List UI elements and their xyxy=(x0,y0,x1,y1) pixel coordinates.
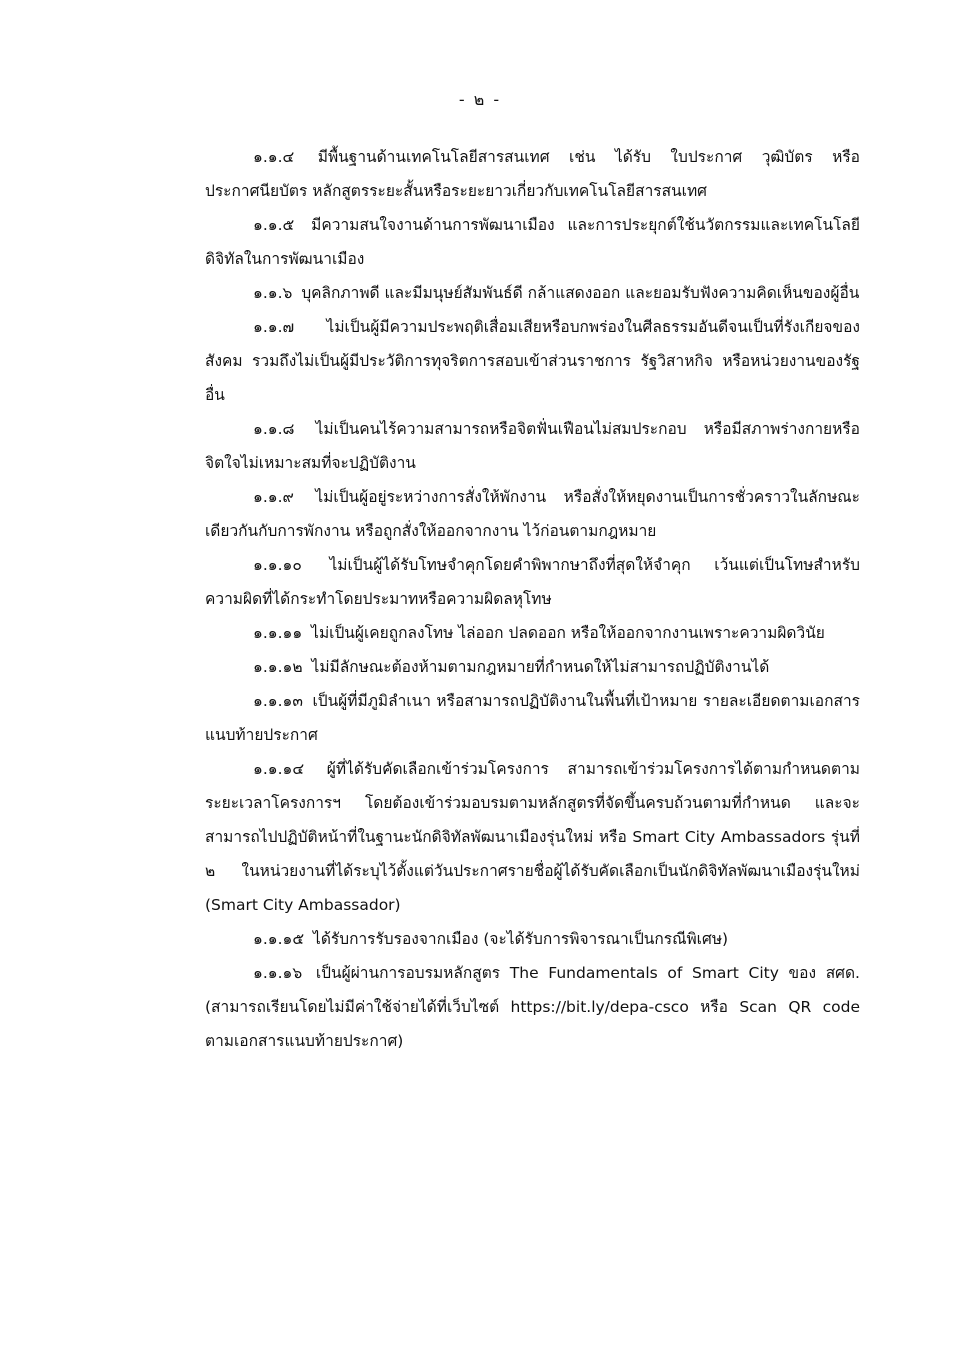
item-text: ไม่เป็นผู้มีความประพฤติเสื่อมเสียหรือบกพร่องในศีลธรรมอันดีจนเป็นที่รังเกียจของสังคม รวมถึงไม่เป็นผู้มีประวัติการทุจริตการสอบเข้าส่วนราชการ รัฐวิสาหกิจ หรือหน่วยงานของรัฐอื่น xyxy=(205,318,860,404)
item-text: มีความสนใจงานด้านการพัฒนาเมือง และการประยุกต์ใช้นวัตกรรมและเทคโนโลยีดิจิทัลในการพัฒนาเมือง xyxy=(205,216,860,268)
item-text: มีพื้นฐานด้านเทคโนโลยีสารสนเทศ เช่น ได้รับ ใบประกาศ วุฒิบัตร หรือประกาศนียบัตร หลักสูตรระยะสั้นหรือระยะยาวเกี่ยวกับเทคโนโลยีสารสนเทศ xyxy=(205,148,860,200)
qualification-item xyxy=(205,684,860,752)
item-text: ไม่เป็นคนไร้ความสามารถหรือจิตฟั่นเฟือนไม่สมประกอบ หรือมีสภาพร่างกายหรือจิตใจไม่เหมาะสมที่จะปฏิบัติงาน xyxy=(205,420,860,472)
item-text: บุคลิกภาพดี และมีมนุษย์สัมพันธ์ดี กล้าแสดงออก และยอมรับฟังความคิดเห็นของผู้อื่น xyxy=(301,284,860,302)
qualification-item xyxy=(205,548,860,616)
qualification-item xyxy=(205,310,860,412)
item-number: ๑.๑.๑๖ xyxy=(253,964,303,982)
qualification-item xyxy=(205,650,860,684)
qualification-item xyxy=(205,922,860,956)
item-number: ๑.๑.๑๑ xyxy=(253,624,303,642)
item-number: ๑.๑.๗ xyxy=(253,318,295,336)
qualification-item xyxy=(205,480,860,548)
item-number: ๑.๑.๖ xyxy=(253,284,293,302)
item-text: ได้รับการรับรองจากเมือง (จะได้รับการพิจารณาเป็นกรณีพิเศษ) xyxy=(313,930,729,948)
item-text: ไม่เป็นผู้ได้รับโทษจำคุกโดยคำพิพากษาถึงที่สุดให้จำคุก เว้นแต่เป็นโทษสำหรับความผิดที่ได้กระทำโดยประมาทหรือความผิดลหุโทษ xyxy=(205,556,860,608)
item-text: ผู้ที่ได้รับคัดเลือกเข้าร่วมโครงการ สามารถเข้าร่วมโครงการได้ตามกำหนดตามระยะเวลาโครงการฯ โดยต้องเข้าร่วมอบรมตามหลักสูตรที่จัดขึ้นครบถ้วนตามที่กำหนด และจะสามารถไปปฏิบัติหน้าที่ในฐานะนักดิจิทัลพัฒนาเมืองรุ่นใหม่ หรือ Smart City Ambassadors รุ่นที่ ๒ ในหน่วยงานที่ได้ระบุไว้ตั้งแต่วันประกาศรายชื่อผู้ได้รับคัดเลือกเป็นนักดิจิทัลพัฒนาเมืองรุ่นใหม่ (Smart City Ambassador) xyxy=(205,760,860,914)
qualification-item xyxy=(205,208,860,276)
qualification-item xyxy=(205,140,860,208)
item-text: ไม่มีลักษณะต้องห้ามตามกฎหมายที่กำหนดให้ไม่สามารถปฏิบัติงานได้ xyxy=(311,658,770,676)
item-text: เป็นผู้ที่มีภูมิลำเนา หรือสามารถปฏิบัติงานในพื้นที่เป้าหมาย รายละเอียดตามเอกสารแนบท้ายประกาศ xyxy=(205,692,860,744)
item-number: ๑.๑.๑๓ xyxy=(253,692,303,710)
item-number: ๑.๑.๑๐ xyxy=(253,556,302,574)
qualification-item xyxy=(205,276,860,310)
qualification-item xyxy=(205,752,860,922)
item-number: ๑.๑.๔ xyxy=(253,148,295,166)
qualification-item xyxy=(205,616,860,650)
item-number: ๑.๑.๑๔ xyxy=(253,760,305,778)
item-text: ไม่เป็นผู้อยู่ระหว่างการสั่งให้พักงาน หรือสั่งให้หยุดงานเป็นการชั่วคราวในลักษณะเดียวกันกับการพักงาน หรือถูกสั่งให้ออกจากงาน ไว้ก่อนตามกฎหมาย xyxy=(205,488,860,540)
item-text: เป็นผู้ผ่านการอบรมหลักสูตร The Fundamentals of Smart City ของ สศด. (สามารถเรียนโดยไม่มีค่าใช้จ่ายได้ที่เว็บไซต์ https://bit.ly/depa-csco หรือ Scan QR code ตามเอกสารแนบท้ายประกาศ) xyxy=(205,964,860,1050)
document-body xyxy=(205,140,860,1058)
item-number: ๑.๑.๘ xyxy=(253,420,295,438)
item-text: ไม่เป็นผู้เคยถูกลงโทษ ไล่ออก ปลดออก หรือให้ออกจากงานเพราะความผิดวินัย xyxy=(311,624,825,642)
qualification-item xyxy=(205,412,860,480)
item-number: ๑.๑.๕ xyxy=(253,216,295,234)
item-number: ๑.๑.๑๒ xyxy=(253,658,303,676)
qualification-item xyxy=(205,956,860,1058)
item-number: ๑.๑.๙ xyxy=(253,488,294,506)
item-number: ๑.๑.๑๕ xyxy=(253,930,305,948)
page-number: - ๒ - xyxy=(458,90,502,109)
